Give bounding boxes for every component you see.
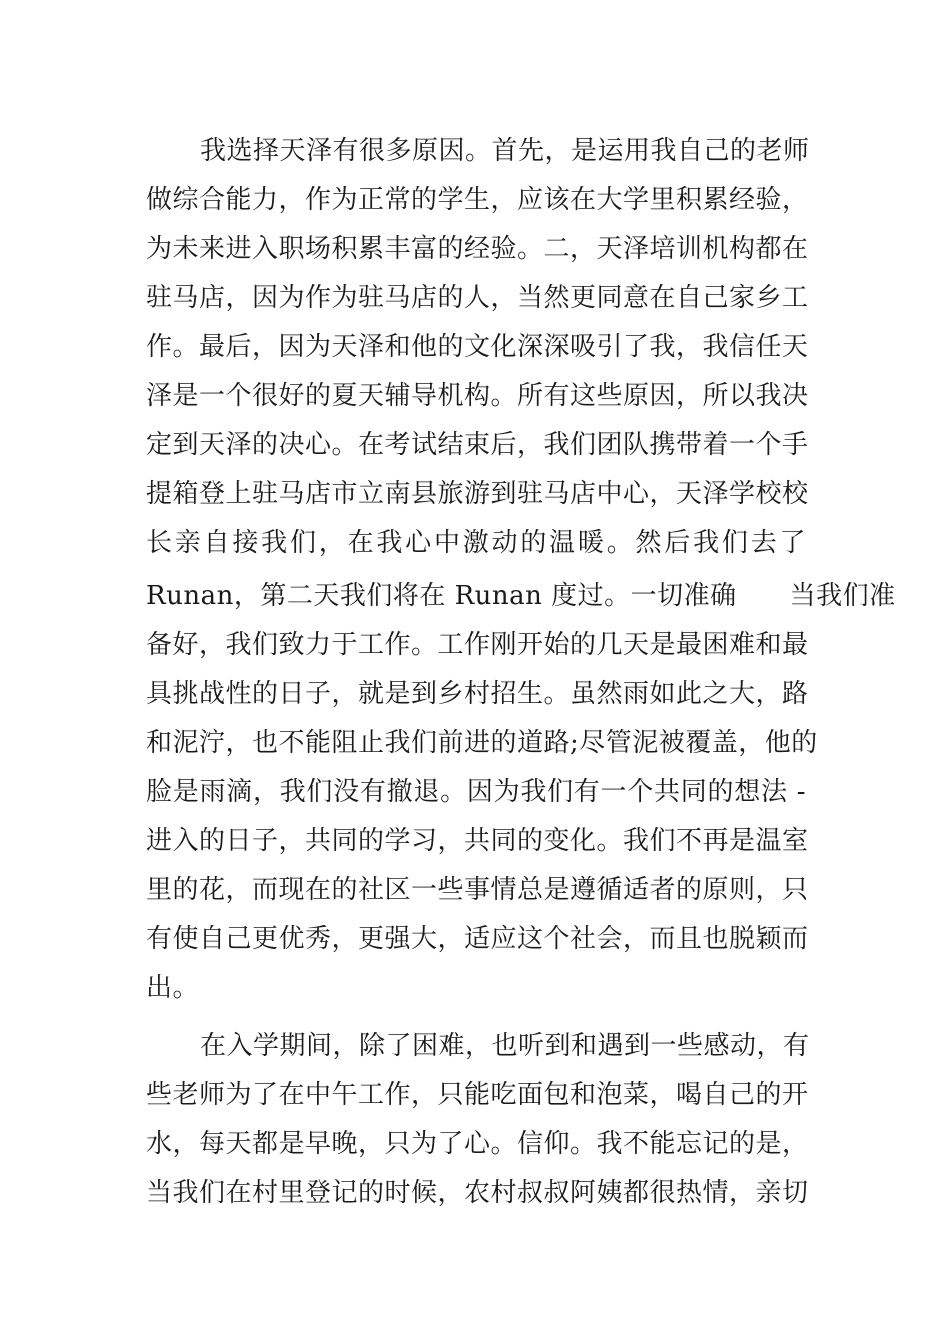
- paragraph-1-line-5: 作。最后，因为天泽和他的文化深深吸引了我，我信任天: [146, 332, 809, 362]
- paragraph-1-line-1: 我选择天泽有很多原因。首先，是运用我自己的老师: [200, 136, 810, 166]
- paragraph-2-line-1: 在入学期间，除了困难，也听到和遇到一些感动，有: [200, 1031, 810, 1061]
- paragraph-2-line-3: 水，每天都是早晚，只为了心。信仰。我不能忘记的是，: [146, 1129, 809, 1159]
- paragraph-1-line-11: 备好，我们致力于工作。工作刚开始的几天是最困难和最: [146, 630, 809, 660]
- paragraph-1-line-2: 做综合能力，作为正常的学生，应该在大学里积累经验，: [146, 185, 809, 215]
- paragraph-1-line-16: 里的花，而现在的社区一些事情总是遵循适者的原则，只: [146, 875, 809, 905]
- paragraph-1-line-9: 长亲自接我们，在我心中激动的温暖。然后我们去了: [146, 528, 806, 558]
- paragraph-1-line-4: 驻马店，因为作为驻马店的人，当然更同意在自己家乡工: [146, 283, 809, 313]
- paragraph-1-line-6: 泽是一个很好的夏天辅导机构。所有这些原因，所以我决: [146, 381, 809, 411]
- paragraph-1-line-3: 为未来进入职场积累丰富的经验。二，天泽培训机构都在: [146, 234, 809, 264]
- paragraph-2-line-2: 些老师为了在中午工作，只能吃面包和泡菜，喝自己的开: [146, 1080, 809, 1110]
- paragraph-1-line-13: 和泥泞，也不能阻止我们前进的道路;尽管泥被覆盖，他的: [146, 728, 818, 758]
- paragraph-1-line-7: 定到天泽的决心。在考试结束后，我们团队携带着一个手: [146, 430, 809, 460]
- paragraph-1-line-12: 具挑战性的日子，就是到乡村招生。虽然雨如此之大，路: [146, 679, 809, 709]
- paragraph-1-line-18: 出。: [146, 973, 200, 1003]
- paragraph-1-line-15: 进入的日子，共同的学习，共同的变化。我们不再是温室: [146, 826, 809, 856]
- paragraph-1-line-8: 提箱登上驻马店市立南县旅游到驻马店中心，天泽学校校: [146, 479, 809, 509]
- paragraph-1-line-17: 有使自己更优秀，更强大，适应这个社会，而且也脱颖而: [146, 924, 809, 954]
- paragraph-1-line-14: 脸是雨滴，我们没有撤退。因为我们有一个共同的想法 -: [146, 777, 806, 807]
- paragraph-1-line-10: Runan，第二天我们将在 Runan 度过。一切准确 当我们准: [146, 581, 896, 611]
- paragraph-2-line-4: 当我们在村里登记的时候，农村叔叔阿姨都很热情，亲切: [146, 1178, 809, 1208]
